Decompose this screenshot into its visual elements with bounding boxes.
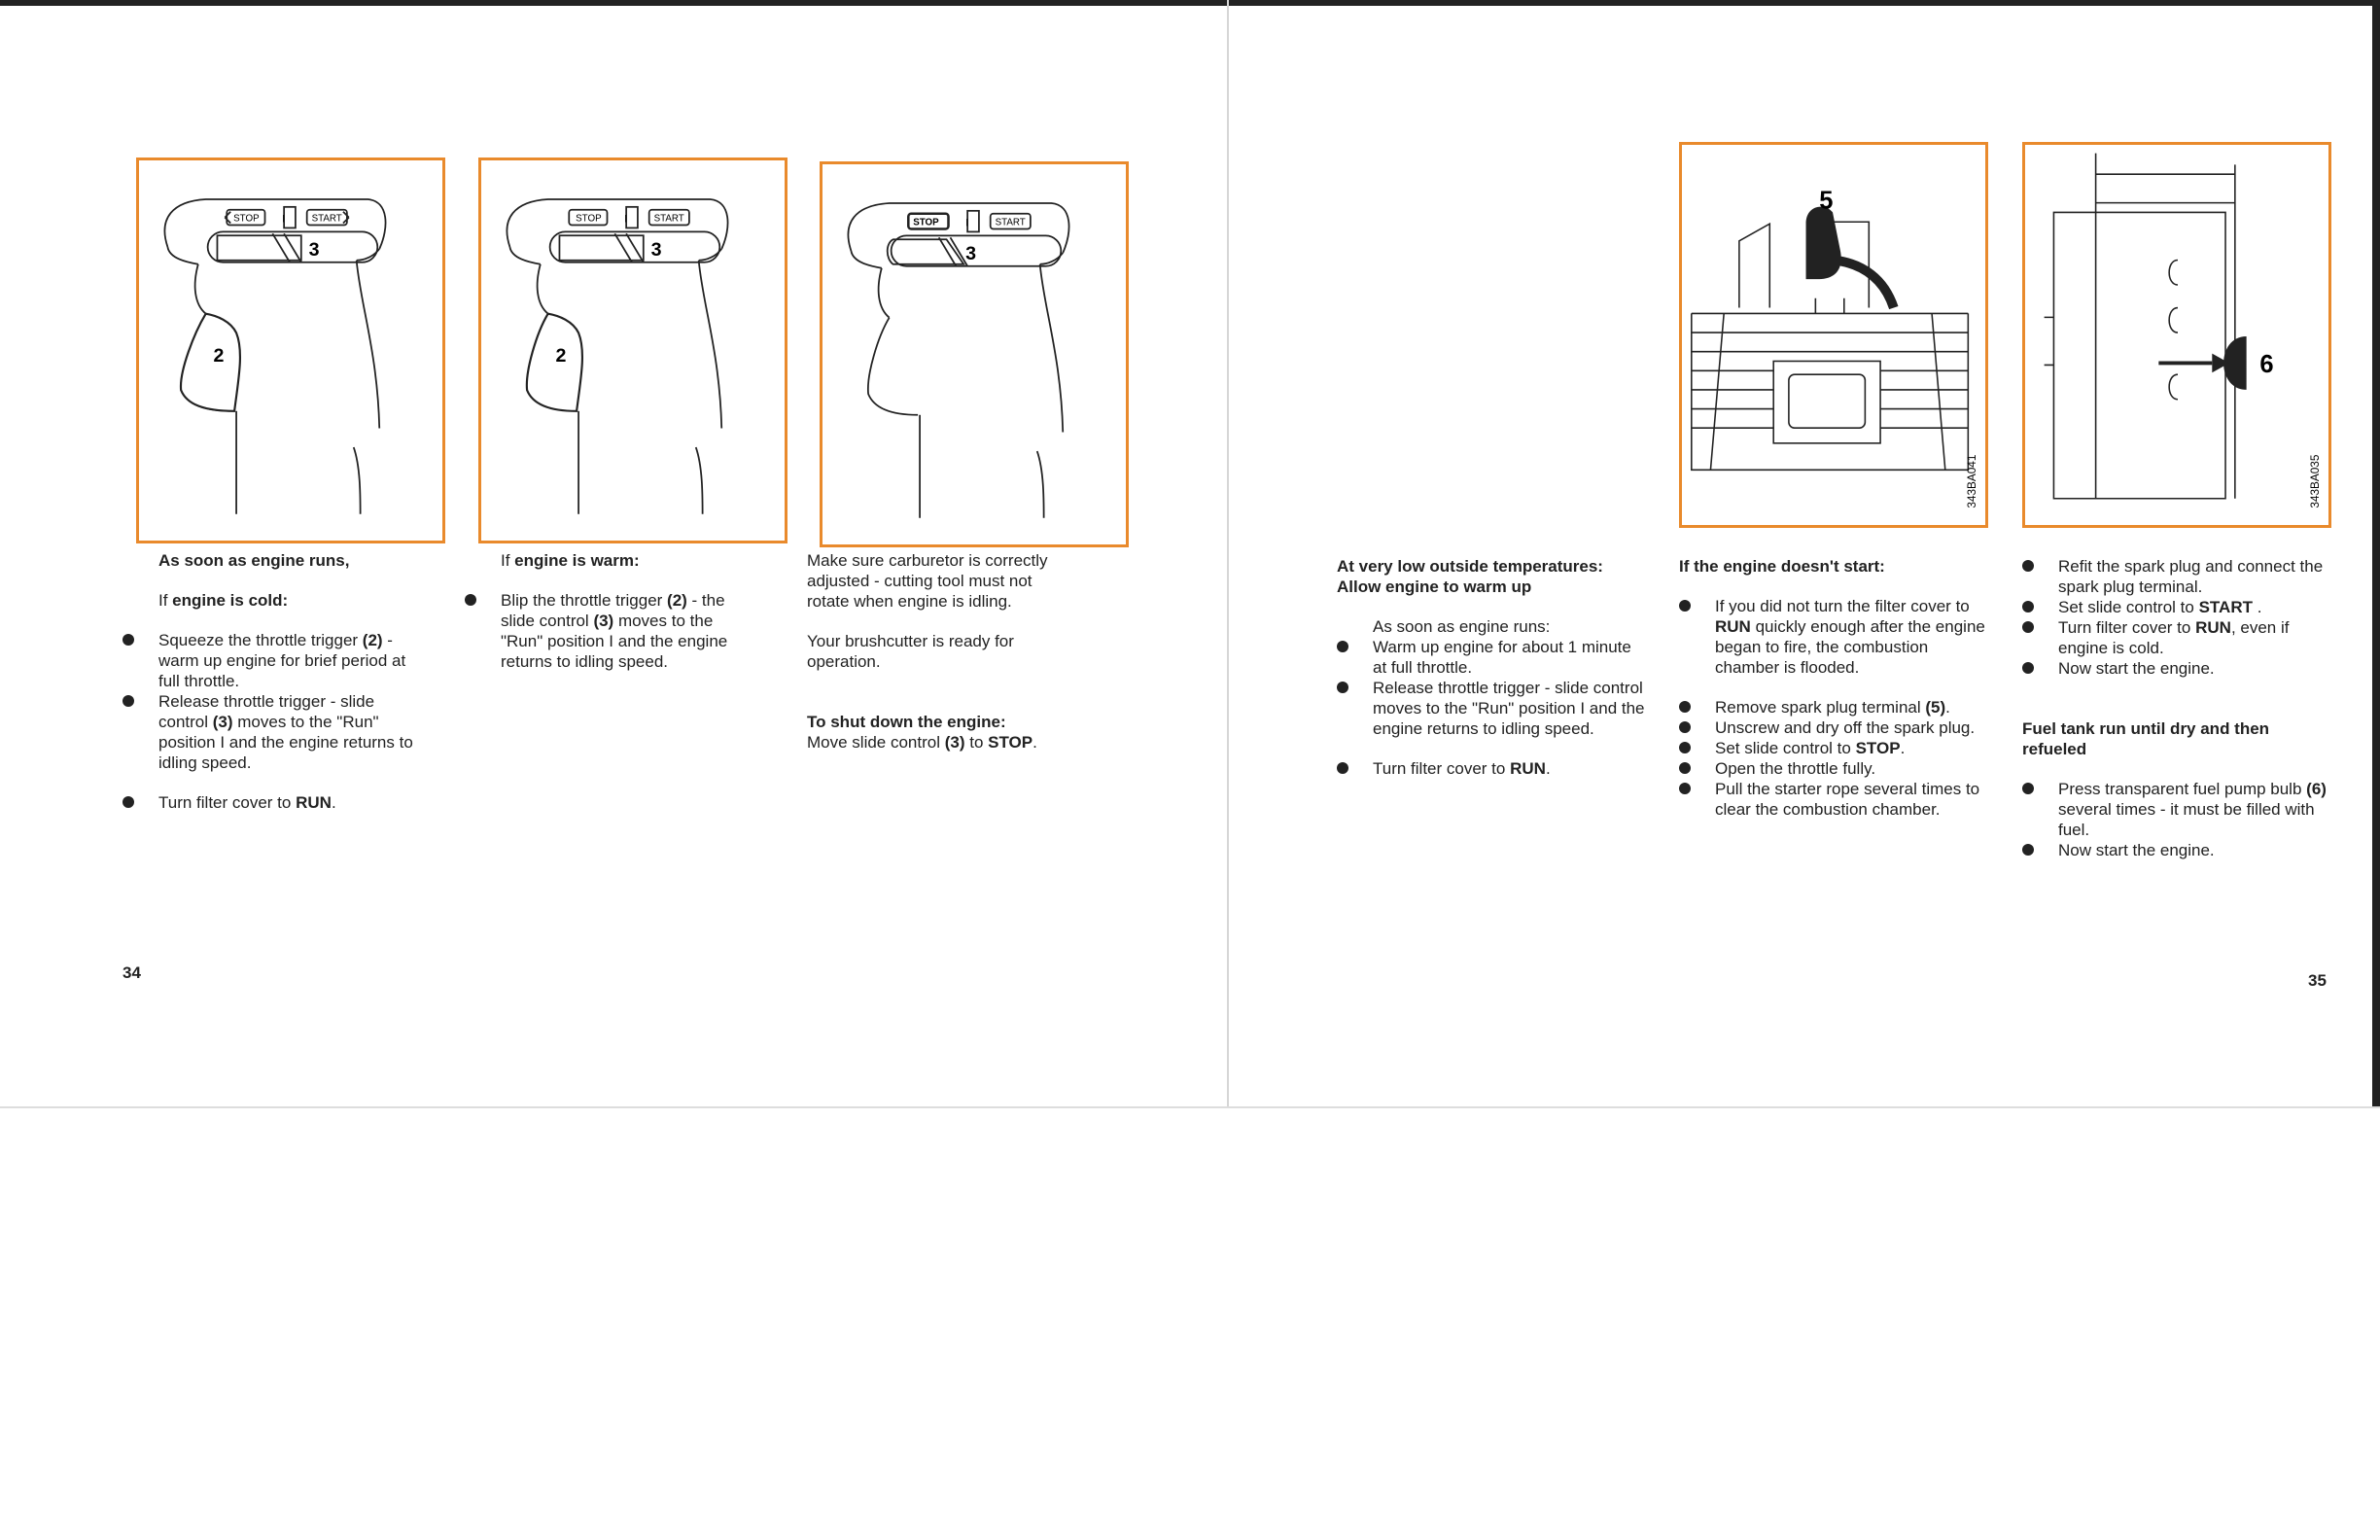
scan-right-edge [2372, 0, 2380, 1106]
bullet-icon [1337, 641, 1348, 652]
list-item: Now start the engine. [2022, 658, 2333, 679]
start-label: START [995, 217, 1026, 228]
text-column-operation [807, 550, 1069, 752]
list-item: Blip the throttle trigger (2) - the slide control (3) moves to the "Run" position I and the engine returns to idling speed. [465, 590, 756, 672]
section-heading: As soon as engine runs, [158, 551, 350, 570]
figure-throttle-cold [136, 158, 445, 543]
start-label: START [311, 213, 342, 225]
section-heading: Allow engine to warm up [1337, 578, 1532, 596]
text-column-engine-not-starting [1679, 556, 1990, 820]
list-item: Remove spark plug terminal (5). [1679, 697, 1990, 718]
list-item: Pull the starter rope several times to clear the combustion chamber. [1679, 779, 1990, 820]
list-item: Now start the engine. [2022, 840, 2333, 860]
bullet-list [2022, 779, 2333, 860]
text-column-cold-start [122, 550, 424, 813]
bullet-icon [1679, 762, 1691, 774]
list-item: Turn filter cover to RUN. [1337, 758, 1648, 779]
text-column-restart-and-refuel [2022, 556, 2333, 860]
bullet-list [122, 630, 424, 813]
run-symbol: I [624, 213, 628, 226]
figure-throttle-warm [478, 158, 788, 543]
bullet-icon [1679, 783, 1691, 794]
paragraph: Make sure carburetor is correctly adjusted - cutting tool must not rotate when engine is idling. [807, 551, 1048, 611]
bullet-list [2022, 556, 2333, 679]
figure-fuel-pump-bulb [2022, 142, 2331, 528]
bullet-list [465, 590, 756, 672]
bullet-icon [1337, 682, 1348, 693]
section-heading: Fuel tank run until dry and then refueled [2022, 719, 2270, 758]
bullet-icon [2022, 662, 2034, 674]
carburetor-illustration [2025, 145, 2328, 525]
bullet-icon [122, 796, 134, 808]
bullet-list [1679, 596, 1990, 820]
list-item: Unscrew and dry off the spark plug. [1679, 718, 1990, 738]
section-heading: At very low outside temperatures: [1337, 557, 1603, 576]
bullet-list [1337, 637, 1648, 779]
section-heading: If the engine doesn't start: [1679, 557, 1885, 576]
list-item: Turn filter cover to RUN. [122, 792, 424, 813]
list-item: Press transparent fuel pump bulb (6) several times - it must be filled with fuel. [2022, 779, 2333, 840]
bullet-icon [465, 594, 476, 606]
text-column-warm-start [465, 550, 756, 672]
list-item: Turn filter cover to RUN, even if engine is cold. [2022, 617, 2333, 658]
bullet-icon [2022, 621, 2034, 633]
bullet-icon [1679, 701, 1691, 713]
condition-line: If engine is warm: [501, 551, 640, 570]
stop-label: STOP [913, 217, 939, 228]
list-item: Release throttle trigger - slide control moves to the "Run" position I and the engine returns to idling speed. [1337, 678, 1648, 739]
handle-illustration [481, 160, 785, 541]
bullet-icon [1679, 742, 1691, 753]
list-item: Warm up engine for about 1 minute at full throttle. [1337, 637, 1648, 678]
trigger-number: 2 [213, 344, 225, 367]
bullet-icon [122, 634, 134, 646]
bullet-icon [2022, 560, 2034, 572]
paragraph: Your brushcutter is ready for operation. [807, 632, 1014, 671]
run-symbol: I [965, 217, 969, 229]
stop-label: STOP [233, 213, 260, 225]
list-item: Set slide control to STOP. [1679, 738, 1990, 758]
stop-label: STOP [576, 213, 602, 225]
figure-idle-position [820, 161, 1129, 547]
figure-code: 343BA035 [2309, 454, 2323, 508]
section-heading: To shut down the engine: [807, 713, 1006, 731]
bullet-icon [2022, 783, 2034, 794]
engine-illustration [1682, 145, 1985, 525]
bullet-icon [122, 695, 134, 707]
terminal-number: 5 [1819, 187, 1834, 215]
bullet-icon [2022, 601, 2034, 612]
slide-number: 3 [650, 238, 662, 261]
run-symbol: I [282, 213, 286, 226]
slide-number: 3 [308, 238, 320, 261]
list-item: Release throttle trigger - slide control (3) moves to the "Run" position I and the engine returns to idling speed. [122, 691, 424, 773]
condition-line: If engine is cold: [158, 591, 289, 610]
page-number: 34 [122, 963, 141, 982]
page-number: 35 [2308, 971, 2327, 990]
intro-line: As soon as engine runs: [1373, 617, 1551, 636]
bullet-icon [1337, 762, 1348, 774]
trigger-number: 2 [555, 344, 567, 367]
paragraph: Move slide control (3) to STOP. [807, 733, 1037, 752]
list-item: Set slide control to START . [2022, 597, 2333, 617]
bullet-icon [1679, 600, 1691, 612]
list-item: Squeeze the throttle trigger (2) - warm up engine for brief period at full throttle. [122, 630, 424, 691]
bullet-icon [2022, 844, 2034, 856]
bullet-icon [1679, 721, 1691, 733]
handle-illustration [139, 160, 442, 541]
figure-code: 343BA041 [1966, 454, 1979, 508]
handle-illustration [822, 164, 1126, 544]
list-item: If you did not turn the filter cover to RUN quickly enough after the engine began to fire, the combustion chamber is flooded. [1679, 596, 1990, 678]
bulb-number: 6 [2259, 351, 2274, 379]
text-column-low-temperature [1337, 556, 1648, 779]
list-item: Refit the spark plug and connect the spark plug terminal. [2022, 556, 2333, 597]
slide-number: 3 [965, 242, 977, 264]
figure-spark-plug-terminal [1679, 142, 1988, 528]
list-item: Open the throttle fully. [1679, 758, 1990, 779]
start-label: START [653, 213, 684, 225]
